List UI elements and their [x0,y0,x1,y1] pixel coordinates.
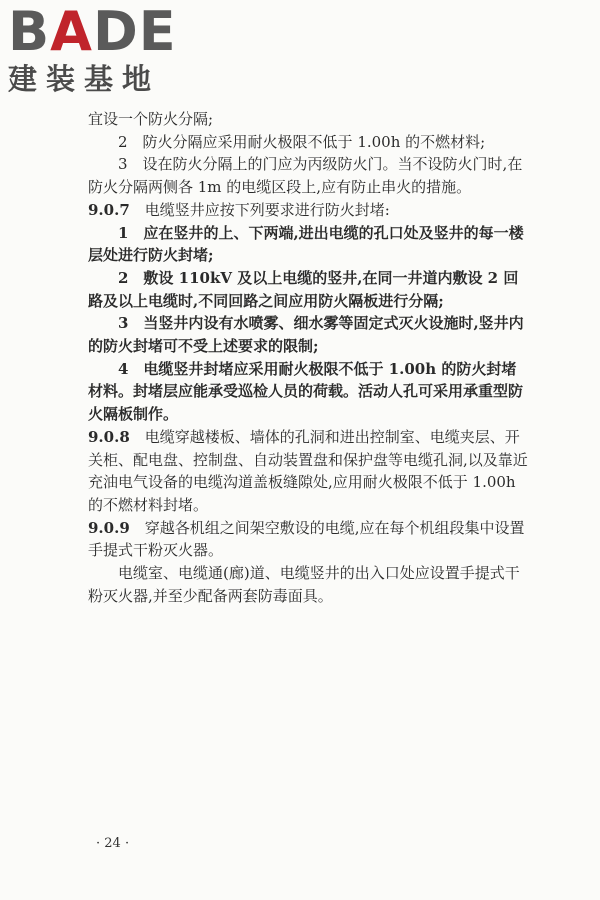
clause-paragraph: 9.0.7 电缆竖井应按下列要求进行防火封堵: [88,200,390,219]
clause-paragraph: 9.0.8 电缆穿越楼板、墙体的孔洞和进出控制室、电缆夹层、开关柜、配电盘、控制盘、自动装置盘和保护盘等电缆孔洞,以及靠近充油电气设备的电缆沟道盖板缝隙处,应用耐火极限不低于 1.00h 的不燃材料封堵。 [88,427,528,514]
paragraph: 2 防火分隔应采用耐火极限不低于 1.00h 的不燃材料; [118,132,486,151]
document-body [88,108,530,607]
clause-number: 9.0.7 [88,200,130,219]
paragraph: 3 当竖井内设有水喷雾、细水雾等固定式灭火设施时,竖井内的防火封堵可不受上述要求的限制; [88,314,524,356]
clause-number: 9.0.8 [88,427,130,446]
paragraph: 电缆室、电缆通(廊)道、电缆竖井的出入口处应设置手提式干粉灭火器,并至少配备两套防毒面具。 [88,564,520,605]
logo-subtitle: 建装基地 [8,62,161,96]
paragraph: 1 应在竖井的上、下两端,进出电缆的孔口处及竖井的每一楼层处进行防火封堵; [88,223,524,265]
clause-paragraph: 9.0.9 穿越各机组之间架空敷设的电缆,应在每个机组段集中设置手提式干粉灭火器。 [88,518,525,560]
paragraph: 3 设在防火分隔上的门应为丙级防火门。当不设防火门时,在防火分隔两侧各 1m 的电缆区段上,应有防止串火的措施。 [88,155,523,197]
bade-logo [8,0,177,96]
page-number: · 24 · [96,836,130,851]
logo-wordmark: BADE [8,0,177,63]
clause-number: 9.0.9 [88,518,130,537]
paragraph: 4 电缆竖井封堵应采用耐火极限不低于 1.00h 的防火封堵材料。封堵层应能承受巡检人员的荷载。活动人孔可采用承重型防火隔板制作。 [88,359,524,424]
paragraph: 2 敷设 110kV 及以上电缆的竖井,在同一井道内敷设 2 回路及以上电缆时,不同回路之间应用防火隔板进行分隔; [88,268,519,310]
paragraph: 宜设一个防火分隔; [88,110,214,128]
